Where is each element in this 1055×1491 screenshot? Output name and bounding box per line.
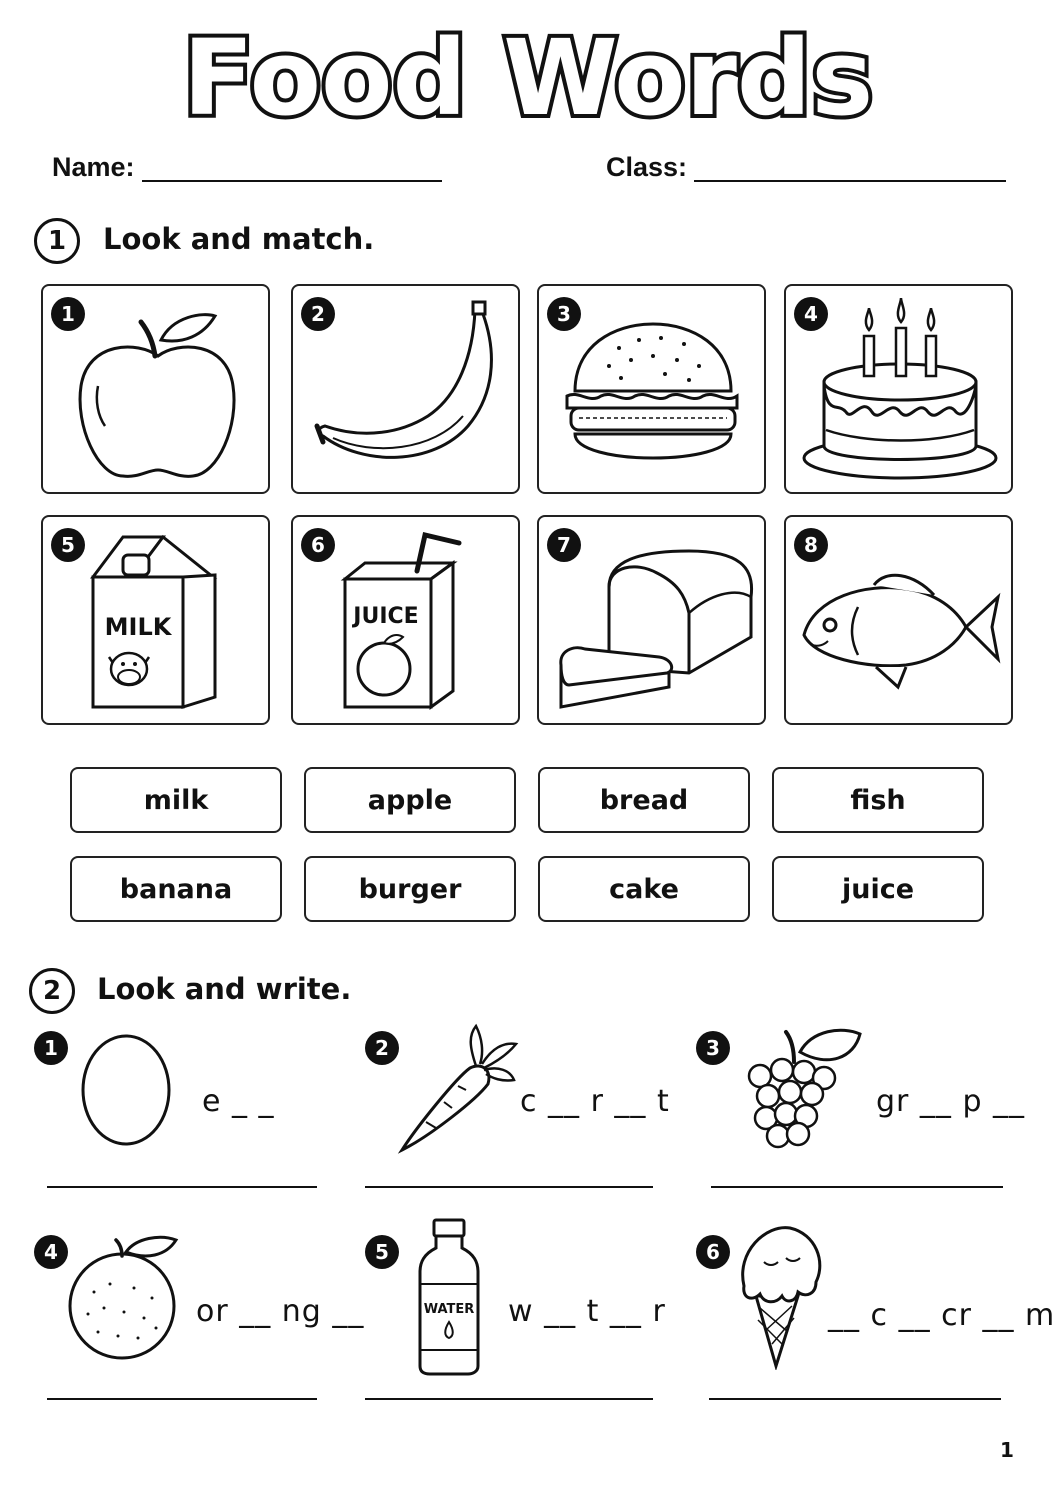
match-card-4 (784, 284, 1013, 494)
word-hint: or __ ng __ (196, 1294, 365, 1329)
milk-label: MILK (104, 613, 172, 641)
card-number-badge: 7 (547, 528, 581, 562)
answer-line[interactable] (47, 1398, 317, 1400)
card-number-badge: 4 (794, 297, 828, 331)
juice-label: JUICE (353, 604, 419, 629)
section-1-title: Look and match. (103, 222, 375, 256)
page-title (0, 14, 1055, 144)
word-box-bread[interactable]: bread (538, 767, 750, 833)
page-number: 1 (1000, 1438, 1014, 1462)
item-number-badge: 2 (365, 1031, 399, 1065)
name-field[interactable] (142, 180, 442, 182)
answer-line[interactable] (709, 1398, 1001, 1400)
word-box-juice[interactable]: juice (772, 856, 984, 922)
word-box-apple[interactable]: apple (304, 767, 516, 833)
word-hint: e _ _ (202, 1084, 275, 1119)
word-hint: w __ t __ r (508, 1294, 666, 1329)
word-box-milk[interactable]: milk (70, 767, 282, 833)
card-number-badge: 3 (547, 297, 581, 331)
answer-line[interactable] (47, 1186, 317, 1188)
match-card-2 (291, 284, 520, 494)
word-box-banana[interactable]: banana (70, 856, 282, 922)
page-title-text: Food Words (182, 17, 874, 139)
match-card-3 (537, 284, 766, 494)
word-hint: __ c __ cr __ m (828, 1298, 1055, 1333)
grapes-icon (742, 1022, 866, 1152)
word-hint: gr __ p __ (876, 1084, 1026, 1119)
name-label: Name: (52, 152, 135, 182)
answer-line[interactable] (365, 1398, 653, 1400)
section-2-number: 2 (29, 968, 75, 1014)
match-card-7 (537, 515, 766, 725)
card-number-badge: 1 (51, 297, 85, 331)
card-number-badge: 5 (51, 528, 85, 562)
match-card-1 (41, 284, 270, 494)
item-number-badge: 5 (365, 1235, 399, 1269)
class-field[interactable] (694, 180, 1006, 182)
water-bottle-icon (414, 1216, 486, 1376)
card-number-badge: 8 (794, 528, 828, 562)
answer-line[interactable] (711, 1186, 1003, 1188)
egg-icon (78, 1030, 178, 1148)
answer-line[interactable] (365, 1186, 653, 1188)
carrot-icon (396, 1018, 520, 1156)
word-box-fish[interactable]: fish (772, 767, 984, 833)
card-number-badge: 2 (301, 297, 335, 331)
item-number-badge: 6 (696, 1235, 730, 1269)
ice-cream-icon (736, 1222, 826, 1370)
section-1-number: 1 (34, 218, 80, 264)
item-number-badge: 3 (696, 1031, 730, 1065)
word-hint: c __ r __ t (520, 1084, 670, 1119)
class-label: Class: (606, 152, 688, 182)
orange-icon (64, 1232, 184, 1360)
match-card-6 (291, 515, 520, 725)
water-label: WATER (423, 1302, 475, 1317)
item-number-badge: 1 (34, 1031, 68, 1065)
match-card-8 (784, 515, 1013, 725)
card-number-badge: 6 (301, 528, 335, 562)
section-2-title: Look and write. (97, 972, 352, 1006)
word-box-burger[interactable]: burger (304, 856, 516, 922)
item-number-badge: 4 (34, 1235, 68, 1269)
match-card-5 (41, 515, 270, 725)
word-box-cake[interactable]: cake (538, 856, 750, 922)
